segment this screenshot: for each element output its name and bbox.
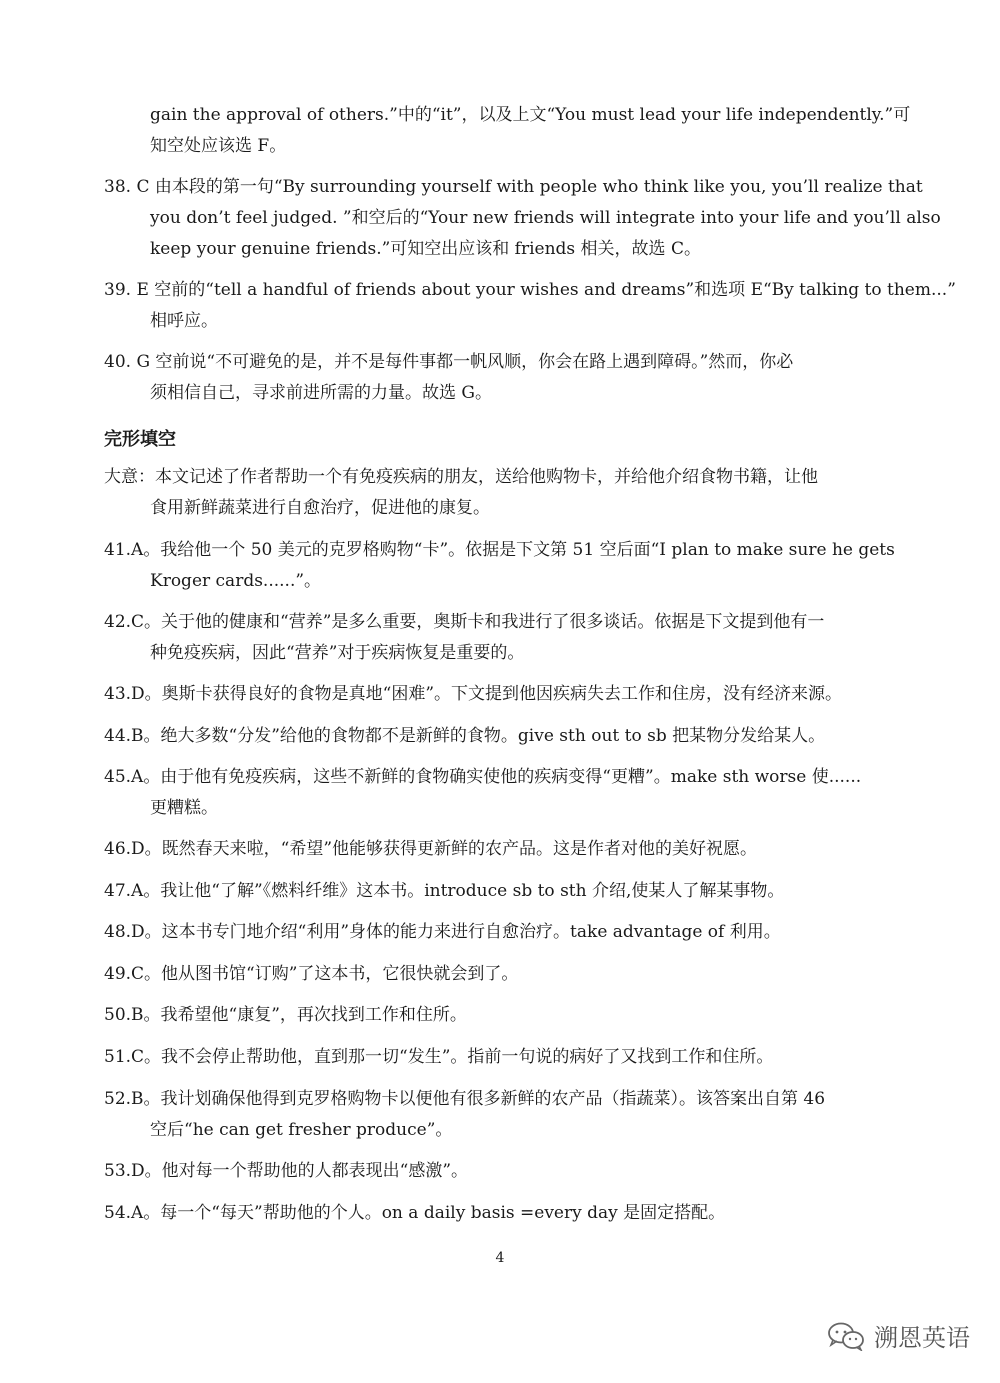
text-line: 种免疫疾病，因此“营养”对于疾病恢复是重要的。 <box>150 643 525 663</box>
page-number: 4 <box>495 1250 505 1266</box>
text-line: 空后“he can get fresher produce”。 <box>150 1120 453 1140</box>
answer-40 <box>104 347 904 409</box>
answer-39 <box>104 275 956 337</box>
cloze-summary <box>104 462 904 524</box>
text-line: 大意：本文记述了作者帮助一个有免疫疾病的朋友，送给他购物卡，并给他介绍食物书籍，让他 <box>104 467 818 487</box>
text-line: 更糟糕。 <box>150 798 218 818</box>
answer-48 <box>104 917 904 948</box>
text-line: 48.D。这本书专门地介绍“利用”身体的能力来进行自愈治疗。take advantage of 利用。 <box>104 922 781 942</box>
text-line: 42.C。关于他的健康和“营养”是多么重要，奥斯卡和我进行了很多谈话。依据是下文提到他有一 <box>104 612 825 632</box>
text-line: 49.C。他从图书馆“订购”了这本书，它很快就会到了。 <box>104 964 519 984</box>
answer-51 <box>104 1042 904 1073</box>
text-line: 38. C 由本段的第一句“By surrounding yourself with people who think like you, you’ll realize that <box>104 177 923 197</box>
watermark <box>826 1318 970 1353</box>
answer-49 <box>104 959 904 990</box>
text-line: 相呼应。 <box>150 311 218 331</box>
text-line: 44.B。绝大多数“分发”给他的食物都不是新鲜的食物。give sth out to sb 把某物分发给某人。 <box>104 726 826 746</box>
answer-43 <box>104 679 904 710</box>
answer-52 <box>104 1084 904 1146</box>
text-line: gain the approval of others.”中的“it”，以及上文“You must lead your life independently.”可 <box>150 105 911 125</box>
watermark-text: 溯恩英语 <box>874 1324 970 1352</box>
answer-45 <box>104 762 904 824</box>
answer-44 <box>104 721 904 752</box>
text-line: 52.B。我计划确保他得到克罗格购物卡以便他有很多新鲜的农产品（指蔬菜）。该答案出自第 46 <box>104 1089 826 1109</box>
answer-47 <box>104 876 904 907</box>
text-line: 53.D。他对每一个帮助他的人都表现出“感激”。 <box>104 1161 469 1181</box>
reading-continuation <box>104 100 911 162</box>
answer-53 <box>104 1156 904 1187</box>
text-line: 43.D。奥斯卡获得良好的食物是真地“困难”。下文提到他因疾病失去工作和住房，没有经济来源。 <box>104 684 843 704</box>
answer-41 <box>104 535 904 597</box>
text-line: 知空处应该选 F。 <box>150 136 287 156</box>
text-line: 47.A。我让他“了解”《燃料纤维》这本书。introduce sb to sth 介绍,使某人了解某事物。 <box>104 881 785 901</box>
text-line: 须相信自己，寻求前进所需的力量。故选 G。 <box>150 383 492 403</box>
text-line: 50.B。我希望他“康复”，再次找到工作和住所。 <box>104 1005 467 1025</box>
text-line: 54.A。每一个“每天”帮助他的个人。on a daily basis =every day 是固定搭配。 <box>104 1203 726 1223</box>
section-heading: 完形填空 <box>104 429 176 450</box>
text-line: 51.C。我不会停止帮助他，直到那一切“发生”。指前一句说的病好了又找到工作和住所。 <box>104 1047 774 1067</box>
text-line: Kroger cards......”。 <box>150 571 322 591</box>
answer-42 <box>104 607 904 669</box>
text-line: 45.A。由于他有免疫疾病，这些不新鲜的食物确实使他的疾病变得“更糟”。make sth worse 使...... <box>104 767 862 787</box>
text-line: 39. E 空前的“tell a handful of friends about your wishes and dreams”和选项 E“By talking to them...” <box>104 280 956 300</box>
text-line: 40. G 空前说“不可避免的是，并不是每件事都一帆风顺，你会在路上遇到障碍。”然而，你必 <box>104 352 794 372</box>
wechat-icon <box>826 1321 866 1351</box>
text-line: keep your genuine friends.”可知空出应该和 friends 相关，故选 C。 <box>150 239 701 259</box>
answer-38 <box>104 172 941 265</box>
answer-50 <box>104 1000 904 1031</box>
text-line: 46.D。既然春天来啦，“希望”他能够获得更新鲜的农产品。这是作者对他的美好祝愿。 <box>104 839 758 859</box>
text-line: you don’t feel judged. ”和空后的“Your new friends will integrate into your life and you’ll also <box>150 208 941 228</box>
answer-46 <box>104 834 904 865</box>
text-line: 食用新鲜蔬菜进行自愈治疗，促进他的康复。 <box>150 498 490 518</box>
answer-54 <box>104 1198 904 1229</box>
text-line: 41.A。我给他一个 50 美元的克罗格购物“卡”。依据是下文第 51 空后面“I plan to make sure he gets <box>104 540 895 560</box>
